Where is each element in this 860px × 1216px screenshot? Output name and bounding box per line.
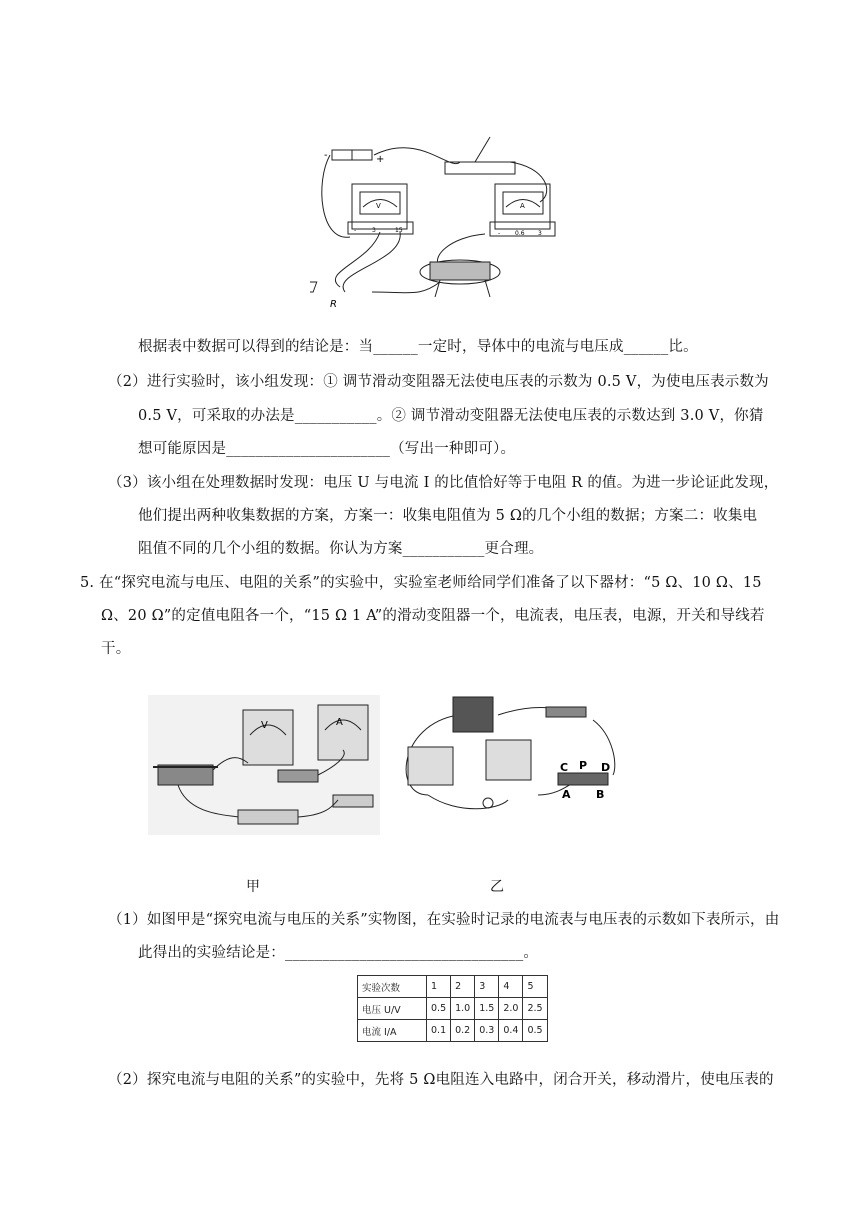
table-cell: 2.0: [499, 998, 523, 1020]
ammeter-icon: [486, 740, 531, 780]
voltmeter-terminal-3: 15: [395, 227, 403, 234]
table-cell: 0.1: [427, 1020, 451, 1042]
conclusion-line: 根据表中数据可以得到的结论是：当______一定时，导体中的电流与电压成______比。: [138, 339, 698, 355]
table-row: [358, 976, 548, 998]
voltmeter-terminal-1: -: [354, 227, 357, 234]
bulb-icon: [483, 798, 493, 808]
battery-icon: [453, 697, 493, 732]
terminal-D-label: D: [601, 761, 611, 774]
table-cell: 4: [499, 976, 523, 998]
question-3-line-2: 他们提出两种收集数据的方案，方案一：收集电阻值为 5 Ω的几个小组的数据；方案二：收集电: [138, 508, 758, 524]
voltmeter-terminal-2: 3: [372, 227, 376, 234]
resistor-label: R: [330, 299, 337, 310]
question-2-resistance-line: （2）探究电流与电阻的关系”的实验中，先将 5 Ω电阻连入电路中，闭合开关，移动滑片，使电压表的: [108, 1072, 774, 1088]
table-cell: 5: [523, 976, 547, 998]
figure-caption-jia: 甲: [246, 879, 260, 895]
battery-plus-label: +: [376, 154, 385, 165]
ammeter-icon: [318, 705, 368, 760]
table-cell: 2: [451, 976, 475, 998]
voltmeter-icon: [243, 710, 293, 765]
table-cell: 实验次数: [358, 976, 427, 998]
table-cell: 0.5: [523, 1020, 547, 1042]
question-2-line-1: （2）进行实验时，该小组发现：① 调节滑动变阻器无法使电压表的示数为 0.5 V，为使电压表示数为: [108, 374, 769, 390]
table-cell: 1.5: [475, 998, 499, 1020]
table-row: [358, 998, 548, 1020]
table-cell: 1: [427, 976, 451, 998]
circuit-figure-top: [310, 122, 560, 312]
ammeter-terminal-1: -: [498, 230, 501, 237]
slider-P-label: P: [579, 759, 588, 772]
jia-voltmeter-letter: V: [261, 720, 268, 731]
data-table: [357, 975, 548, 1042]
table-row: [358, 1020, 548, 1042]
battery-icon: [238, 810, 298, 824]
switch-icon: [546, 707, 586, 717]
table-cell: 1.0: [451, 998, 475, 1020]
figure-caption-yi: 乙: [490, 879, 504, 895]
table-cell: 0.3: [475, 1020, 499, 1042]
table-cell: 电流 I/A: [358, 1020, 427, 1042]
question-2-line-2: 0.5 V，可采取的办法是___________。② 调节滑动变阻器无法使电压表的示数达到 3.0 V，你猜: [138, 408, 764, 424]
problem-5-line-3: 干。: [101, 641, 131, 657]
question-3-line-1: （3）该小组在处理数据时发现：电压 U 与电流 I 的比值恰好等于电阻 R 的值。为进一步论证此发现，: [108, 475, 779, 491]
ammeter-terminal-2: 0.6: [515, 230, 525, 237]
question-2-line-3: 想可能原因是______________________（写出一种即可）。: [138, 441, 516, 457]
problem-5-line-2: Ω、20 Ω”的定值电阻各一个，“15 Ω 1 A”的滑动变阻器一个，电流表，电压表，电源，开关和导线若: [101, 608, 765, 624]
ammeter-letter: A: [520, 202, 525, 210]
terminal-C-label: C: [560, 761, 569, 774]
ammeter-terminal-3: 3: [538, 230, 542, 237]
table-cell: 电压 U/V: [358, 998, 427, 1020]
table-cell: 0.4: [499, 1020, 523, 1042]
rheostat-icon: [558, 773, 608, 785]
table-cell: 0.2: [451, 1020, 475, 1042]
resistor-icon: [310, 282, 317, 292]
jia-ammeter-letter: A: [336, 717, 343, 728]
circuit-figure-jia: [148, 695, 380, 835]
table-cell: 2.5: [523, 998, 547, 1020]
terminal-A-label: A: [562, 788, 571, 801]
table-cell: 0.5: [427, 998, 451, 1020]
question-1-line-2: 此得出的实验结论是：________________________________。: [138, 945, 539, 961]
battery-minus-label: -: [324, 150, 328, 161]
question-1-line-1: （1）如图甲是“探究电流与电压的关系”实物图，在实验时记录的电流表与电压表的示数如下表所示，由: [108, 912, 780, 928]
circuit-figure-yi: [398, 685, 620, 830]
voltmeter-letter: V: [376, 202, 381, 210]
terminal-B-label: B: [596, 788, 605, 801]
problem-5-line-1: 5. 在“探究电流与电压、电阻的关系”的实验中，实验室老师给同学们准备了以下器材：“5 Ω、10 Ω、15: [80, 575, 762, 591]
question-3-line-3: 阻值不同的几个小组的数据。你认为方案___________更合理。: [138, 541, 544, 557]
resistor-icon: [278, 770, 318, 782]
voltmeter-icon: [408, 747, 453, 785]
table-cell: 3: [475, 976, 499, 998]
switch-icon: [333, 795, 373, 807]
